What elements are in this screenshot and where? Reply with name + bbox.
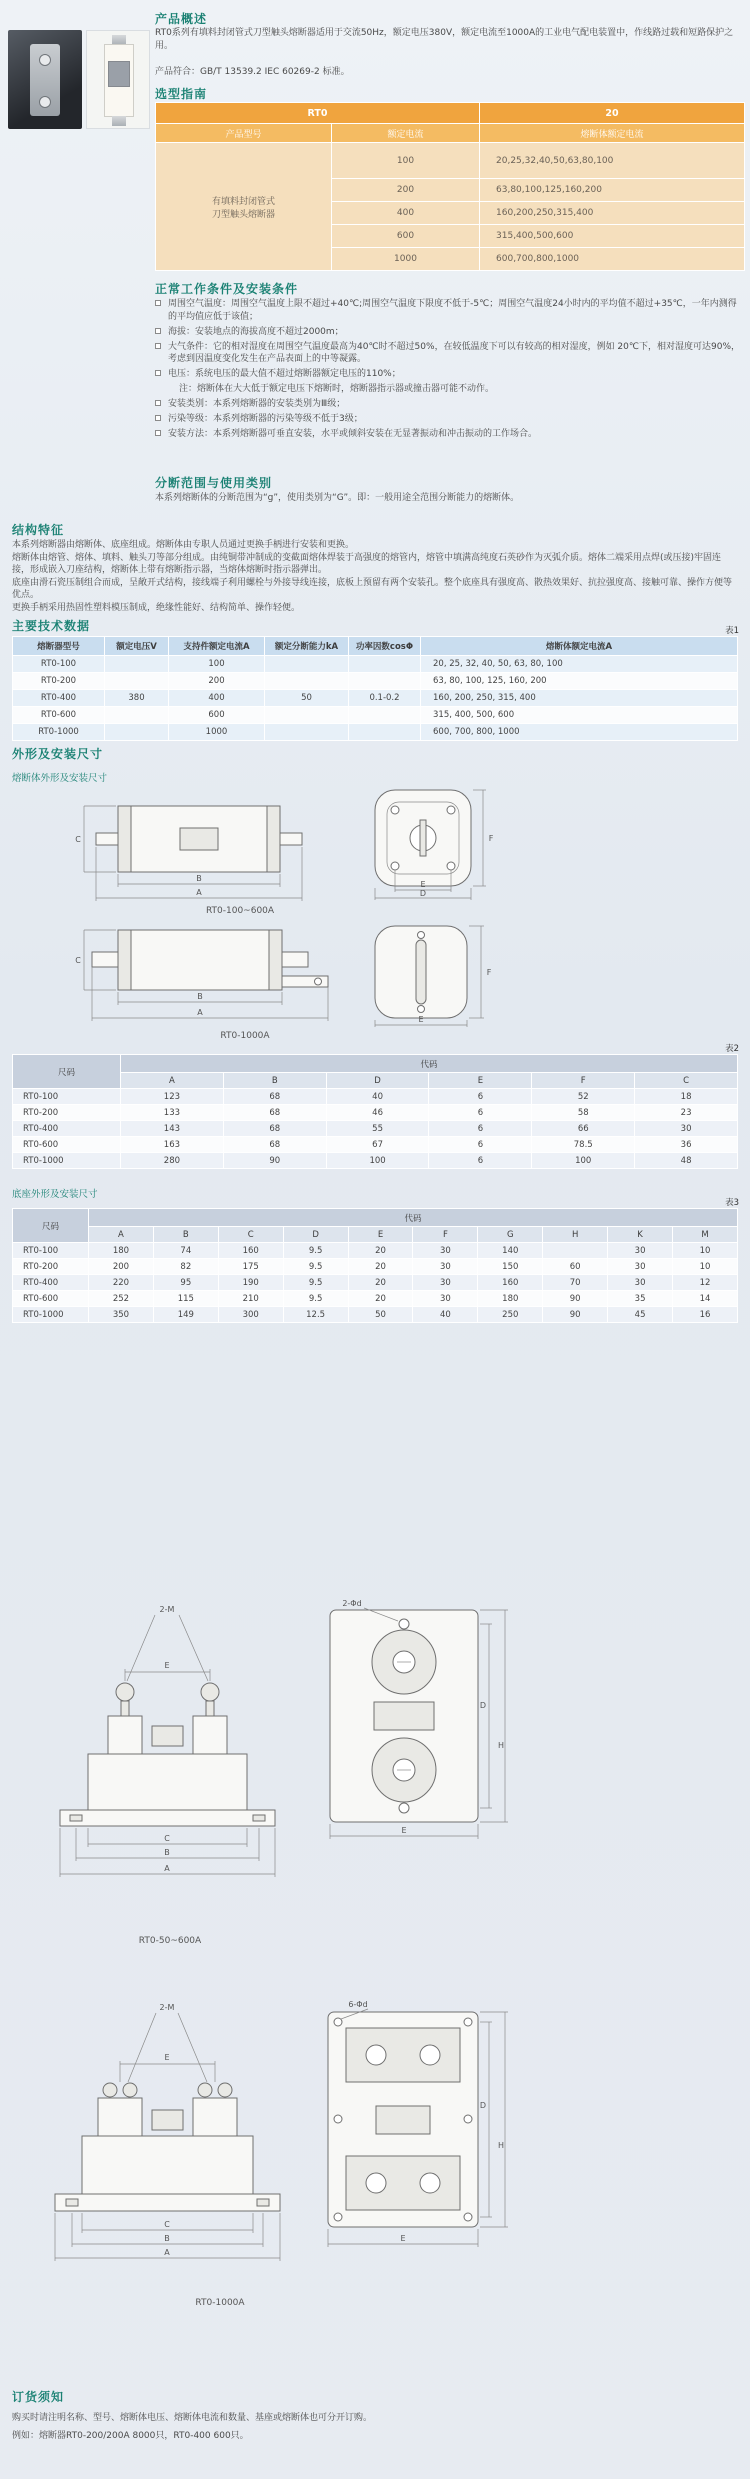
- cell: 23: [635, 1105, 738, 1121]
- col-header-current: 额定电流: [332, 124, 480, 143]
- conditions-list: [155, 298, 745, 443]
- dim-label: E: [400, 2234, 406, 2243]
- structure-paragraph: 本系列熔断器由熔断体、底座组成。熔断体由专职人员通过更换手柄进行安装和更换。: [12, 540, 355, 550]
- table-row: [13, 656, 738, 673]
- cell: 250: [478, 1307, 543, 1323]
- dim-label: E: [164, 1661, 170, 1670]
- cell: 100: [326, 1153, 429, 1169]
- cell: [265, 724, 349, 741]
- cell: 190: [218, 1275, 283, 1291]
- series-col2-header: 20: [480, 103, 745, 124]
- cell: 210: [218, 1291, 283, 1307]
- caption-base-small: RT0-50~600A: [138, 1936, 202, 1946]
- cell: 200: [332, 179, 480, 202]
- cell: 0.1-0.2: [349, 690, 421, 707]
- cell: 55: [326, 1121, 429, 1137]
- dim-label: D: [479, 2101, 487, 2110]
- overview-standard: 产品符合：GB/T 13539.2 IEC 60269-2 标准。: [155, 67, 350, 77]
- cell: 30: [608, 1243, 673, 1259]
- cell: 67: [326, 1137, 429, 1153]
- dim-letter: F: [413, 1227, 478, 1243]
- cell: 20: [348, 1275, 413, 1291]
- condition-text: 电压：系统电压的最大值不超过熔断器额定电压的110%；: [168, 369, 401, 379]
- table-row: [13, 1243, 738, 1259]
- cell: RT0-100: [13, 656, 105, 673]
- ordering-example: 例如：熔断器RT0-200/200A 8000只，RT0-400 600只。: [12, 2431, 249, 2441]
- cell: RT0-200: [13, 1105, 121, 1121]
- section-title-conditions: 正常工作条件及安装条件: [155, 282, 299, 296]
- hole-spec-label: 6-Φd: [348, 2000, 368, 2009]
- caption-fuse-small: RT0-100~600A: [205, 906, 275, 916]
- section-title-ordering: 订货须知: [12, 2390, 65, 2404]
- cell: 315,400,500,600: [480, 225, 745, 248]
- cell: [543, 1243, 608, 1259]
- ordering-text: 购买时请注明名称、型号、熔断体电压、熔断体电流和数量、基座或熔断体也可分开订购。: [12, 2413, 373, 2423]
- fuse-top-view: [375, 926, 492, 1027]
- base-drawing-large: [40, 1998, 520, 2294]
- dim-letter: D: [326, 1073, 429, 1089]
- fuse-top-view: [375, 790, 494, 900]
- cell: RT0-1000: [13, 1307, 89, 1323]
- dim-label: C: [75, 835, 81, 844]
- dim-letter: B: [223, 1073, 326, 1089]
- cell: RT0-100: [13, 1243, 89, 1259]
- cell: 40: [413, 1307, 478, 1323]
- blade-contact-shape: [112, 116, 126, 126]
- cell: 50: [265, 690, 349, 707]
- cell: 18: [635, 1089, 738, 1105]
- cell: 252: [89, 1291, 154, 1307]
- dim-label: B: [197, 992, 203, 1001]
- cell: RT0-400: [13, 690, 105, 707]
- cell: 68: [223, 1089, 326, 1105]
- cell: 6: [429, 1137, 532, 1153]
- table3-label: 表3: [725, 1198, 739, 1208]
- cell: [105, 724, 169, 741]
- cell: 280: [121, 1153, 224, 1169]
- dim-letter: F: [532, 1073, 635, 1089]
- col-header-size: 尺码: [13, 1209, 89, 1243]
- cell: 20, 25, 32, 40, 50, 63, 80, 100: [421, 656, 738, 673]
- cell: 600: [332, 225, 480, 248]
- product-photo-base: [8, 30, 82, 129]
- cell: [265, 707, 349, 724]
- section-title-structure: 结构特征: [12, 523, 65, 537]
- col-header: 支持件额定电流A: [169, 637, 265, 656]
- table-row: [13, 690, 738, 707]
- section-title-breaking: 分断范围与使用类别: [155, 476, 273, 490]
- cell: 350: [89, 1307, 154, 1323]
- table-row: [13, 1275, 738, 1291]
- cell: 9.5: [283, 1243, 348, 1259]
- dim-label: F: [488, 834, 494, 843]
- dim-label: B: [164, 2234, 170, 2243]
- cell: 200: [169, 673, 265, 690]
- condition-item: [155, 341, 745, 366]
- dim-label: A: [197, 1008, 203, 1017]
- cell: 68: [223, 1137, 326, 1153]
- cell: 45: [608, 1307, 673, 1323]
- cell: 48: [635, 1153, 738, 1169]
- cell: 180: [478, 1291, 543, 1307]
- breaking-text: 本系列熔断体的分断范围为“g”，使用类别为“G”。即：一般用途全范围分断能力的熔断体。: [155, 493, 520, 503]
- col-header: 熔断器型号: [13, 637, 105, 656]
- checkbox-icon: [155, 430, 161, 436]
- cell: 30: [635, 1121, 738, 1137]
- screw-icon: [39, 96, 51, 108]
- cell: 30: [413, 1275, 478, 1291]
- cell: 150: [478, 1259, 543, 1275]
- condition-item: [155, 326, 745, 339]
- hole-spec-label: 2-Φd: [342, 1599, 362, 1608]
- dim-letter: H: [543, 1227, 608, 1243]
- condition-item: [155, 398, 745, 411]
- cell: 90: [543, 1307, 608, 1323]
- checkbox-icon: [155, 400, 161, 406]
- table-header-row: [13, 637, 738, 656]
- cell: 20: [348, 1291, 413, 1307]
- cell: 9.5: [283, 1259, 348, 1275]
- condition-text: 污染等级：本系列熔断器的污染等级不低于3级；: [168, 414, 363, 424]
- cell: 175: [218, 1259, 283, 1275]
- cell: RT0-600: [13, 1137, 121, 1153]
- table-row: [13, 1089, 738, 1105]
- cell: 66: [532, 1121, 635, 1137]
- dim-label: A: [196, 888, 202, 897]
- overview-text: RT0系列有填料封闭管式刀型触头熔断器适用于交流50Hz，额定电压380V，额定电流至1000A的工业电气配电装置中，作线路过载和短路保护之用。: [155, 28, 734, 51]
- cell: 380: [105, 690, 169, 707]
- dim-label: H: [497, 1741, 505, 1750]
- col-header: 功率因数cosΦ: [349, 637, 421, 656]
- cell: 78.5: [532, 1137, 635, 1153]
- cell: 133: [121, 1105, 224, 1121]
- checkbox-icon: [155, 415, 161, 421]
- cell: RT0-400: [13, 1121, 121, 1137]
- cell: [349, 724, 421, 741]
- cell: 30: [608, 1259, 673, 1275]
- cell: 115: [153, 1291, 218, 1307]
- cell: 149: [153, 1307, 218, 1323]
- cell: 14: [673, 1291, 738, 1307]
- cell: 58: [532, 1105, 635, 1121]
- cell: 160: [478, 1275, 543, 1291]
- cell: 90: [543, 1291, 608, 1307]
- screw-icon: [39, 54, 51, 66]
- cell: 6: [429, 1121, 532, 1137]
- tech-data-table: [12, 636, 738, 741]
- cell: 52: [532, 1089, 635, 1105]
- dim-letter: A: [121, 1073, 224, 1089]
- cell: 400: [169, 690, 265, 707]
- dim-label: A: [164, 1864, 170, 1873]
- checkbox-icon: [155, 343, 161, 349]
- col-header-code: 代码: [121, 1055, 738, 1073]
- col-header: 额定分断能力kA: [265, 637, 349, 656]
- dim-letter: M: [673, 1227, 738, 1243]
- table-row: [13, 724, 738, 741]
- cell: 16: [673, 1307, 738, 1323]
- structure-paragraph: 熔断体由熔管、熔体、填料、触头刀等部分组成。由纯铜带冲制成的变截面熔体焊装于高强度的熔管内，熔管中填满高纯度石英砂作为灭弧介质。熔体二端采用点焊(或压接)牢固连接，形成嵌入刀座结构，熔断体上带有熔断指示器，当熔体熔断时指示器弹出。: [12, 552, 722, 575]
- dim-letter: A: [89, 1227, 154, 1243]
- cell: 315, 400, 500, 600: [421, 707, 738, 724]
- cell: RT0-200: [13, 673, 105, 690]
- base-side-view: [60, 1605, 275, 1877]
- table-header-row: [13, 1227, 738, 1243]
- cell: 600, 700, 800, 1000: [421, 724, 738, 741]
- fuse-link-drawing-small: [70, 786, 510, 902]
- base-dimensions-table: [12, 1208, 738, 1323]
- cell: 68: [223, 1121, 326, 1137]
- cell: 100: [169, 656, 265, 673]
- cell: RT0-600: [13, 707, 105, 724]
- series-header: RT0: [156, 103, 480, 124]
- cell: 90: [223, 1153, 326, 1169]
- dim-letter: E: [348, 1227, 413, 1243]
- cell: 6: [429, 1153, 532, 1169]
- condition-text: 安装方法：本系列熔断器可垂直安装，水平或倾斜安装在无显著振动和冲击振动的工作场合。: [168, 429, 538, 439]
- base-top-view: [330, 1599, 508, 1839]
- table-row: [13, 1137, 738, 1153]
- dim-label: C: [164, 1834, 170, 1843]
- dim-letter: C: [635, 1073, 738, 1089]
- cell: 40: [326, 1089, 429, 1105]
- dim-letter: B: [153, 1227, 218, 1243]
- cell: [105, 673, 169, 690]
- screw-spec-label: 2-M: [159, 2003, 175, 2012]
- cell: 30: [413, 1259, 478, 1275]
- col-header-model: 产品型号: [156, 124, 332, 143]
- subtitle-base-dimensions: 底座外形及安装尺寸: [12, 1189, 98, 1200]
- fuse-side-view: [75, 930, 328, 1021]
- section-title-selection: 选型指南: [155, 87, 208, 101]
- section-title-tech: 主要技术数据: [12, 619, 91, 633]
- dim-label: H: [497, 2141, 505, 2150]
- product-name-line: 刀型触头熔断器: [211, 209, 275, 220]
- dim-label: B: [196, 874, 202, 883]
- table-header-row: [156, 124, 745, 143]
- cell: [105, 656, 169, 673]
- caption-base-large: RT0-1000A: [195, 2298, 245, 2308]
- condition-item: [155, 368, 745, 381]
- cell: 1000: [332, 248, 480, 271]
- cell: 300: [218, 1307, 283, 1323]
- cell: RT0-100: [13, 1089, 121, 1105]
- condition-text: 海拔：安装地点的海拔高度不超过2000m；: [168, 326, 344, 337]
- table-row: [13, 1259, 738, 1275]
- caption-fuse-large: RT0-1000A: [220, 1031, 270, 1041]
- cell: 20: [348, 1259, 413, 1275]
- condition-text: 周围空气温度：周围空气温度上限不超过+40℃;周围空气温度下限度不低于-5℃；周围空气温度24小时内的平均值不超过+35℃，一年内测得的平均值应低于该值；: [168, 299, 737, 322]
- cell: 180: [89, 1243, 154, 1259]
- section-title-dimensions: 外形及安装尺寸: [12, 747, 104, 761]
- col-header: 熔断体额定电流A: [421, 637, 738, 656]
- table-row: [13, 1105, 738, 1121]
- structure-text: [12, 539, 739, 614]
- dim-letter: C: [218, 1227, 283, 1243]
- cell: 6: [429, 1089, 532, 1105]
- cell: RT0-600: [13, 1291, 89, 1307]
- cell: 10: [673, 1243, 738, 1259]
- cell: 100: [332, 143, 480, 179]
- table-row: [13, 1307, 738, 1323]
- cell: 20,25,32,40,50,63,80,100: [480, 143, 745, 179]
- table-row: [13, 1153, 738, 1169]
- product-name-cell: [156, 143, 332, 271]
- cell: 140: [478, 1243, 543, 1259]
- fuse-dimensions-table: [12, 1054, 738, 1169]
- cell: 6: [429, 1105, 532, 1121]
- table-header-row: [13, 1209, 738, 1227]
- subtitle-fuse-dimensions: 熔断体外形及安装尺寸: [12, 773, 108, 784]
- condition-item: [155, 413, 745, 426]
- cell: 1000: [169, 724, 265, 741]
- cell: [349, 707, 421, 724]
- col-header: 额定电压V: [105, 637, 169, 656]
- screw-spec-label: 2-M: [159, 1605, 175, 1614]
- cell: 200: [89, 1259, 154, 1275]
- table-row: [13, 1121, 738, 1137]
- cell: 123: [121, 1089, 224, 1105]
- dim-label: A: [164, 2248, 170, 2257]
- fuse-label-shape: [108, 61, 130, 87]
- cell: RT0-400: [13, 1275, 89, 1291]
- col-header-fuse-current: 熔断体额定电流: [480, 124, 745, 143]
- checkbox-icon: [155, 300, 161, 306]
- selection-table: [155, 102, 745, 271]
- fuse-link-drawing-large: [70, 924, 510, 1028]
- table2-label: 表2: [725, 1044, 739, 1054]
- fuse-side-view: [75, 806, 302, 901]
- cell: [349, 656, 421, 673]
- condition-text: 注：熔断体在大大低于额定电压下熔断时，熔断器指示器或撞击器可能不动作。: [179, 384, 495, 394]
- dim-label: D: [419, 889, 427, 898]
- cell: 82: [153, 1259, 218, 1275]
- cell: 220: [89, 1275, 154, 1291]
- dim-label: B: [164, 1848, 170, 1857]
- cell: 95: [153, 1275, 218, 1291]
- cell: 63,80,100,125,160,200: [480, 179, 745, 202]
- dim-letter: E: [429, 1073, 532, 1089]
- cell: 9.5: [283, 1275, 348, 1291]
- cell: 60: [543, 1259, 608, 1275]
- cell: RT0-200: [13, 1259, 89, 1275]
- cell: 12.5: [283, 1307, 348, 1323]
- product-photo-fuse-link: [86, 30, 150, 129]
- cell: 68: [223, 1105, 326, 1121]
- cell: 30: [413, 1291, 478, 1307]
- cell: RT0-1000: [13, 724, 105, 741]
- condition-item: [155, 428, 745, 441]
- dim-label: D: [479, 1701, 487, 1710]
- dim-label: E: [420, 880, 426, 889]
- cell: 35: [608, 1291, 673, 1307]
- dim-label: E: [401, 1826, 407, 1835]
- condition-note: [155, 383, 745, 396]
- cell: [105, 707, 169, 724]
- cell: [349, 673, 421, 690]
- cell: 600: [169, 707, 265, 724]
- base-side-view: [55, 2003, 280, 2261]
- dim-letter: G: [478, 1227, 543, 1243]
- cell: RT0-1000: [13, 1153, 121, 1169]
- dim-label: E: [164, 2053, 170, 2062]
- condition-item: [155, 298, 745, 323]
- condition-text: 大气条件：它的相对湿度在周围空气温度最高为40℃时不超过50%，在较低温度下可以有较高的相对湿度，例如 20℃下，相对湿度可达90%，考虑到因温度变化发生在产品表面上的中等凝露。: [168, 341, 740, 364]
- table-row: [13, 707, 738, 724]
- cell: 30: [608, 1275, 673, 1291]
- cell: 36: [635, 1137, 738, 1153]
- table-row: [13, 673, 738, 690]
- product-name-line: 有填料封闭管式: [211, 196, 275, 207]
- base-drawing-small: [40, 1598, 520, 1930]
- cell: 30: [413, 1243, 478, 1259]
- cell: 20: [348, 1243, 413, 1259]
- dim-letter: K: [608, 1227, 673, 1243]
- dim-label: F: [486, 968, 492, 977]
- cell: 160, 200, 250, 315, 400: [421, 690, 738, 707]
- dim-label: C: [164, 2220, 170, 2229]
- cell: 163: [121, 1137, 224, 1153]
- condition-text: 安装类别：本系列熔断器的安装类别为Ⅲ级；: [168, 399, 346, 409]
- cell: 12: [673, 1275, 738, 1291]
- cell: [265, 656, 349, 673]
- table-header-row: [156, 103, 745, 124]
- cell: 63, 80, 100, 125, 160, 200: [421, 673, 738, 690]
- cell: 160,200,250,315,400: [480, 202, 745, 225]
- table-row: [156, 143, 745, 179]
- table-header-row: [13, 1073, 738, 1089]
- dim-label: E: [418, 1015, 424, 1024]
- dim-letter: D: [283, 1227, 348, 1243]
- cell: 100: [532, 1153, 635, 1169]
- base-top-view: [328, 2000, 508, 2247]
- col-header-size: 尺码: [13, 1055, 121, 1089]
- cell: 10: [673, 1259, 738, 1275]
- checkbox-icon: [155, 328, 161, 334]
- section-title-overview: 产品概述: [155, 12, 208, 26]
- checkbox-icon: [155, 370, 161, 376]
- cell: 46: [326, 1105, 429, 1121]
- cell: 400: [332, 202, 480, 225]
- cell: 70: [543, 1275, 608, 1291]
- col-header-code: 代码: [89, 1209, 738, 1227]
- cell: 600,700,800,1000: [480, 248, 745, 271]
- structure-paragraph: 底座由滑石瓷压制组合而成，呈敞开式结构，接线端子利用螺栓与外接导线连接，底板上预留有两个安装孔。整个底座具有强度高、散热效果好、抗拉强度高、接触可靠、操作方便等优点。: [12, 577, 733, 600]
- cell: 50: [348, 1307, 413, 1323]
- structure-paragraph: 更换手柄采用热固性塑料模压制成，绝缘性能好、结构简单、操作轻便。: [12, 602, 301, 613]
- table-header-row: [13, 1055, 738, 1073]
- cell: [265, 673, 349, 690]
- table-row: [13, 1291, 738, 1307]
- table1-label: 表1: [725, 626, 739, 636]
- cell: 74: [153, 1243, 218, 1259]
- cell: 160: [218, 1243, 283, 1259]
- cell: 143: [121, 1121, 224, 1137]
- dim-label: C: [75, 956, 81, 965]
- cell: 9.5: [283, 1291, 348, 1307]
